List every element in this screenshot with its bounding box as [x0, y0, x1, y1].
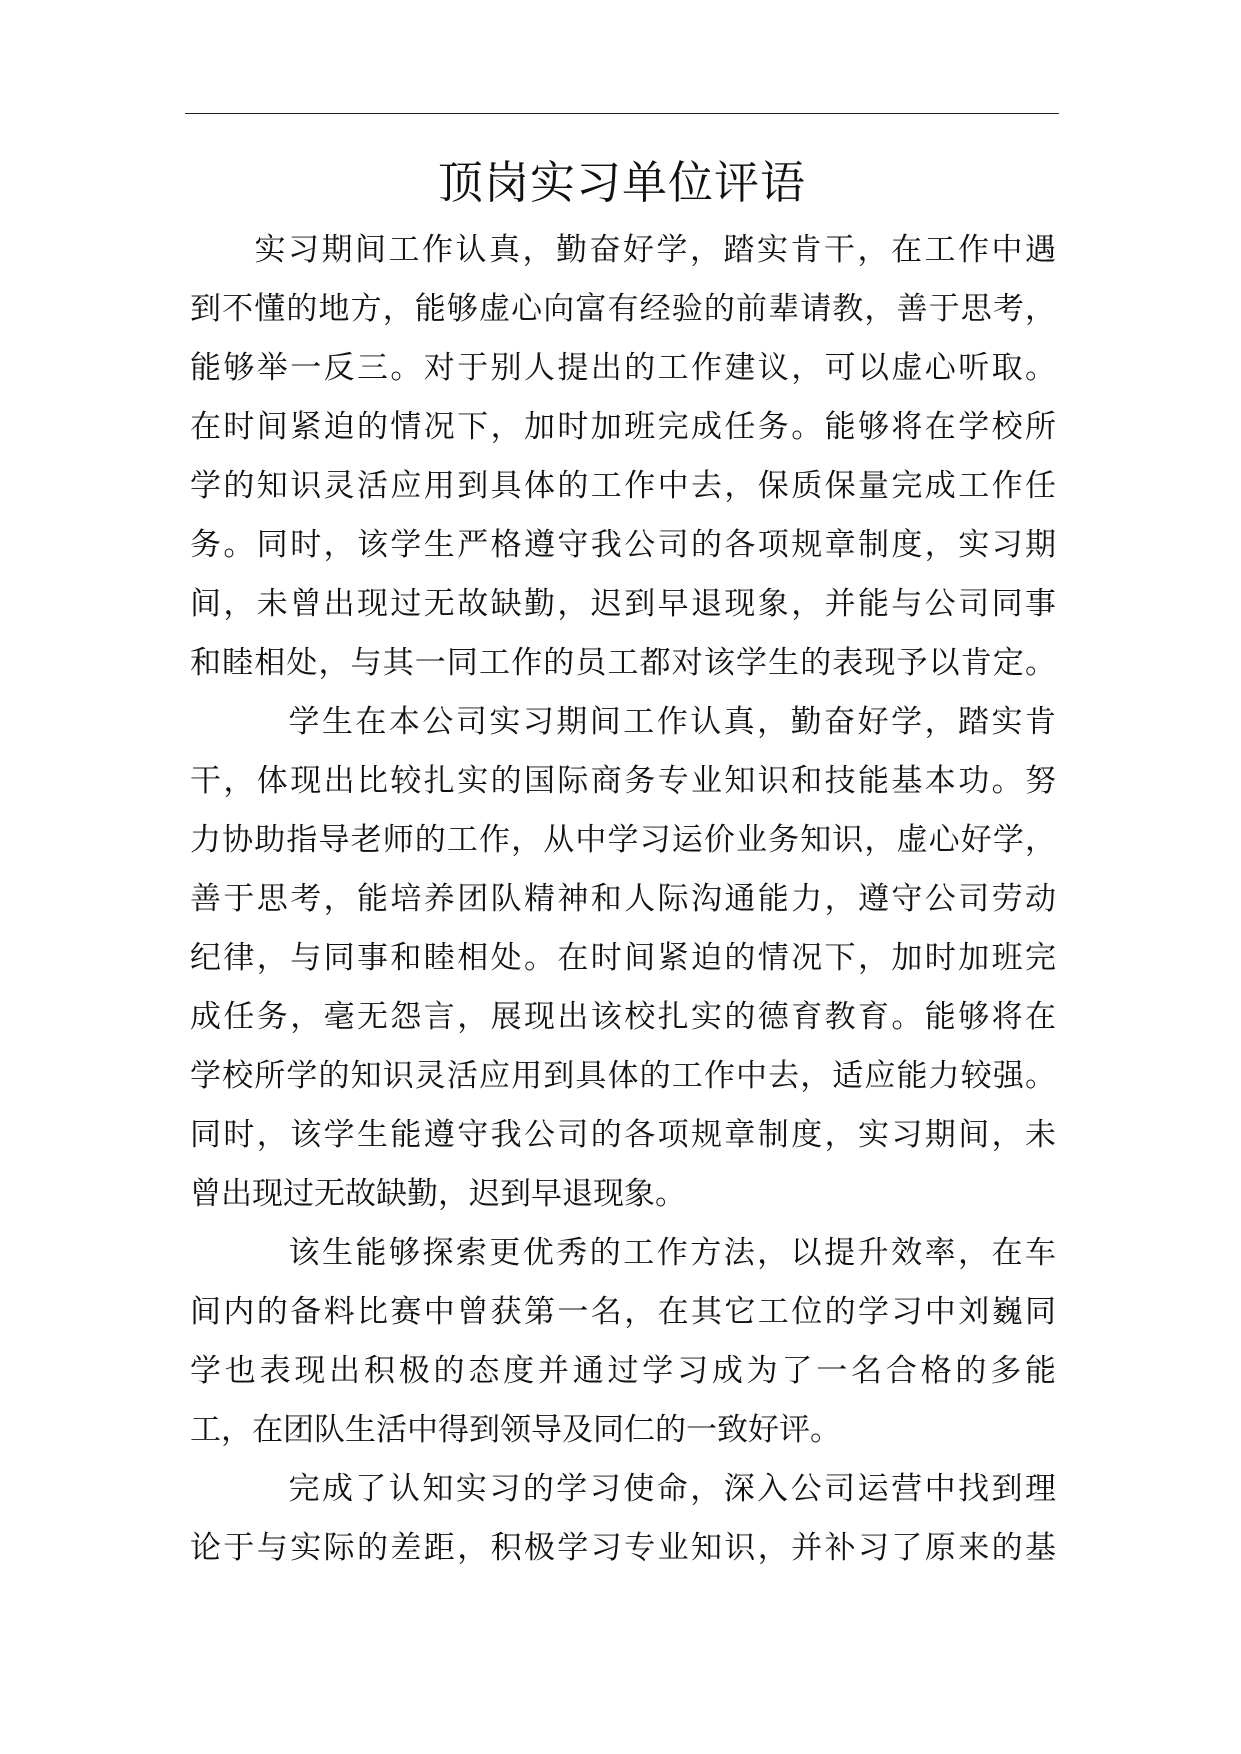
paragraph-line: 学生在本公司实习期间工作认真，勤奋好学，踏实肯: [286, 704, 1056, 740]
paragraph-line: 和睦相处，与其一同工作的员工都对该学生的表现予以肯定。: [190, 645, 1056, 681]
paragraph-line: 论于与实际的差距，积极学习专业知识，并补习了原来的基: [190, 1530, 1056, 1566]
paragraph-line: 完成了认知实习的学习使命，深入公司运营中找到理: [286, 1471, 1056, 1507]
paragraph-line: 善于思考，能培养团队精神和人际沟通能力，遵守公司劳动: [190, 881, 1056, 917]
paragraph-2: [190, 693, 1056, 1224]
paragraph-line: 力协助指导老师的工作，从中学习运价业务知识，虚心好学，: [190, 822, 1056, 858]
paragraph-line: 能够举一反三。对于别人提出的工作建议，可以虚心听取。: [190, 350, 1056, 386]
paragraph-line: 同时，该学生能遵守我公司的各项规章制度，实习期间，未: [190, 1117, 1056, 1153]
paragraph-line: 成任务，毫无怨言，展现出该校扎实的德育教育。能够将在: [190, 999, 1056, 1035]
paragraph-line: 纪律，与同事和睦相处。在时间紧迫的情况下，加时加班完: [190, 940, 1056, 976]
paragraph-line: 务。同时，该学生严格遵守我公司的各项规章制度，实习期: [190, 527, 1056, 563]
paragraph-4: [190, 1460, 1056, 1578]
paragraph-line: 间，未曾出现过无故缺勤，迟到早退现象，并能与公司同事: [190, 586, 1056, 622]
paragraph-3: [190, 1224, 1056, 1460]
paragraph-line: 到不懂的地方，能够虚心向富有经验的前辈请教，善于思考，: [190, 291, 1056, 327]
paragraph-line: 实习期间工作认真，勤奋好学，踏实肯干，在工作中遇: [252, 232, 1056, 268]
paragraph-line: 学校所学的知识灵活应用到具体的工作中去，适应能力较强。: [190, 1058, 1056, 1094]
paragraph-line: 学的知识灵活应用到具体的工作中去，保质保量完成工作任: [190, 468, 1056, 504]
paragraph-line: 该生能够探索更优秀的工作方法，以提升效率，在车: [286, 1235, 1056, 1271]
paragraph-line: 间内的备料比赛中曾获第一名，在其它工位的学习中刘巍同: [190, 1294, 1056, 1330]
document-body: [190, 221, 1056, 1578]
paragraph-line: 工，在团队生活中得到领导及同仁的一致好评。: [190, 1412, 841, 1448]
paragraph-line: 在时间紧迫的情况下，加时加班完成任务。能够将在学校所: [190, 409, 1056, 445]
paragraph-1: [190, 221, 1056, 693]
paragraph-line: 曾出现过无故缺勤，迟到早退现象。: [190, 1176, 686, 1212]
paragraph-line: 学也表现出积极的态度并通过学习成为了一名合格的多能: [190, 1353, 1056, 1389]
document-title: 顶岗实习单位评语: [437, 156, 806, 209]
paragraph-line: 干，体现出比较扎实的国际商务专业知识和技能基本功。努: [190, 763, 1056, 799]
header-rule: [185, 113, 1059, 114]
